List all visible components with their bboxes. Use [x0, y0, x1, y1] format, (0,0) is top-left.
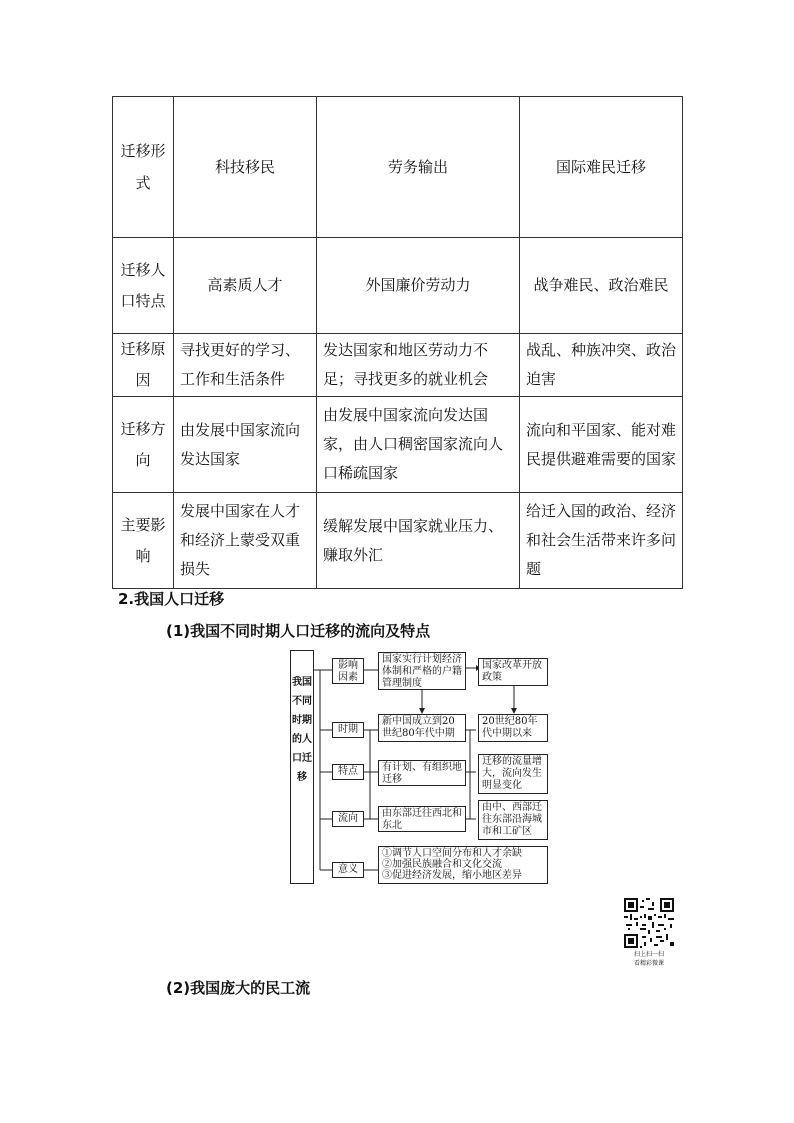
- table-row: [113, 238, 683, 334]
- migration-forms-table: [112, 96, 683, 589]
- subsection-heading: (1)我国不同时期人口迁移的流向及特点: [166, 622, 431, 640]
- meaning-item: ②加强民族融合和文化交流: [382, 859, 502, 870]
- header-refugee-migration: 国际难民迁移: [520, 97, 683, 238]
- cell: 缓解发展中国家就业压力、赚取外汇: [317, 493, 520, 589]
- cell: 战争难民、政治难民: [520, 238, 683, 334]
- section-heading: 2.我国人口迁移: [118, 590, 225, 608]
- subsection-heading: (2)我国庞大的民工流: [166, 979, 311, 997]
- qr-caption: [620, 950, 678, 968]
- cell: 战乱、种族冲突、政治迫害: [520, 334, 683, 397]
- right-features-box: 迁移的流量增大，流向发生明显变化: [478, 754, 548, 794]
- table-row: [113, 397, 683, 493]
- meaning-item: ①调节人口空间分布和人才余缺: [382, 848, 522, 859]
- table-row: [113, 493, 683, 589]
- cell: 给迁入国的政治、经济和社会生活带来许多问题: [520, 493, 683, 589]
- row-head-reasons: 迁移原因: [113, 334, 174, 397]
- row-head-direction: 迁移方向: [113, 397, 174, 493]
- left-factors-box: 国家实行计划经济体制和严格的户籍管理制度: [378, 652, 466, 690]
- label-period: 时期: [332, 722, 364, 738]
- header-labor-export: 劳务输出: [317, 97, 520, 238]
- right-factors-box: 国家改革开放政策: [478, 658, 548, 686]
- cell: 流向和平国家、能对难民提供避难需要的国家: [520, 397, 683, 493]
- row-head-population-traits: 迁移人口特点: [113, 238, 174, 334]
- qr-code-icon[interactable]: [624, 898, 674, 948]
- qr-caption-line: 看精彩微课: [633, 960, 664, 967]
- cell: 发展中国家在人才和经济上蒙受双重损失: [174, 493, 317, 589]
- right-period-box: 20世纪80年代中期以来: [478, 714, 548, 742]
- label-meaning: 意义: [332, 862, 364, 878]
- cell: 发达国家和地区劳动力不足；寻找更多的就业机会: [317, 334, 520, 397]
- diagram-title: 我国不同时期的人口迁移: [290, 650, 314, 884]
- right-direction-box: 由中、西部迁往东部沿海城市和工矿区: [478, 800, 548, 840]
- qr-caption-line: 扫上扫一扫: [633, 951, 664, 958]
- header-migration-form: 迁移形式: [113, 97, 174, 238]
- left-direction-box: 由东部迁往西北和东北: [378, 806, 466, 832]
- table-row: [113, 334, 683, 397]
- meaning-item: ③促进经济发展，缩小地区差异: [382, 870, 522, 881]
- left-features-box: 有计划、有组织地迁移: [378, 760, 466, 786]
- migration-flow-diagram: [290, 650, 590, 890]
- row-head-impact: 主要影响: [113, 493, 174, 589]
- cell: 由发展中国家流向发达国家: [174, 397, 317, 493]
- header-tech-migrants: 科技移民: [174, 97, 317, 238]
- cell: 寻找更好的学习、工作和生活条件: [174, 334, 317, 397]
- label-features: 特点: [332, 764, 364, 780]
- label-factors: 影响因素: [332, 658, 364, 684]
- label-direction: 流向: [332, 811, 364, 827]
- meaning-box: [378, 846, 548, 884]
- table-header-row: [113, 97, 683, 238]
- cell: 由发展中国家流向发达国家，由人口稠密国家流向人口稀疏国家: [317, 397, 520, 493]
- cell: 高素质人才: [174, 238, 317, 334]
- cell: 外国廉价劳动力: [317, 238, 520, 334]
- left-period-box: 新中国成立到20世纪80年代中期: [378, 714, 466, 742]
